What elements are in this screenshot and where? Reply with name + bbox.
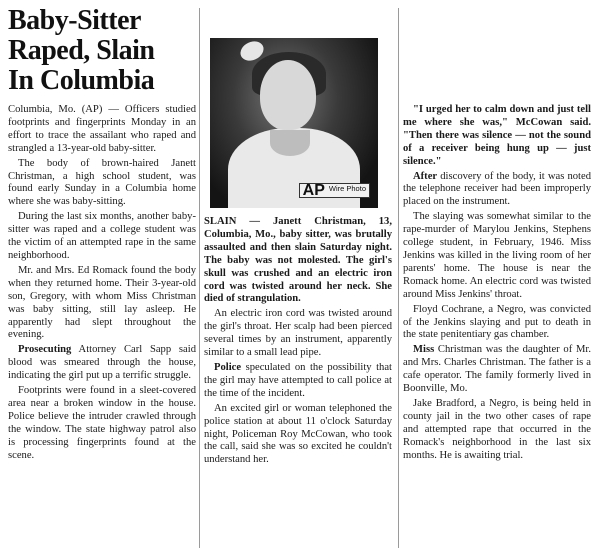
- paragraph-text: The slaying was somewhat similar to the rape-murder of Marylou Jenkins, Stephens college student, in February, 1946. Miss Jenkins was killed in the living room of her parents' home. The house is near the Romack home. An electric cord was twisted around Miss Jenkins' throat.: [403, 211, 591, 300]
- paragraph-lead: After: [413, 170, 438, 182]
- paragraph-text: speculated on the possibility that the girl may have attempted to call police at the time of the incident.: [204, 361, 392, 399]
- ap-wirephoto-badge: AP Wire Photo: [299, 183, 370, 198]
- paragraph-text: Christman was the daughter of Mr. and Mrs. Charles Christman. The father is a cafe operator. The family formerly lived in Boonville, Mo.: [403, 344, 591, 395]
- paragraph-text: During the last six months, another baby-sitter was raped and a college student was the victim of an attempted rape in the same neighborhood.: [8, 211, 196, 261]
- paragraph: [204, 403, 392, 468]
- paragraph-lead: Prosecuting: [18, 344, 72, 356]
- paragraph-text: An electric iron cord was twisted around the girl's throat. Her scalp had been pierced several times by an instrument, apparently similar to a small lead pipe.: [204, 308, 392, 359]
- column-3: [403, 0, 591, 464]
- paragraph: [403, 104, 591, 169]
- column-rule-1: [199, 8, 200, 548]
- paragraph-text: Attorney Carl Sapp said blood was smeared through the house, indicating the girl put up a terrific struggle.: [8, 344, 196, 382]
- column-3-body: [403, 104, 591, 462]
- paragraph: [8, 211, 196, 263]
- headline: [8, 6, 196, 96]
- caption-text: SLAIN — Janett Christman, 13, Columbia, Mo., baby sitter, was brutally assaulted and then slain Saturday night. The baby was not molested. The girl's skull was crushed and an electric iron cord was twisted around her neck. She died of strangulation.: [204, 216, 392, 305]
- paragraph: [8, 104, 196, 156]
- paragraph: [403, 171, 591, 210]
- photo-caption: [204, 216, 392, 306]
- paragraph-text: Footprints were found in a sleet-covered area near a broken window in the house. Police believe the intruder crawled through the window. The state highway patrol also is processing fingerprints found at the scene.: [8, 385, 196, 461]
- paragraph: [8, 344, 196, 383]
- headline-line-3: In Columbia: [8, 65, 155, 96]
- column-1-body: [8, 104, 196, 462]
- headline-line-2: Raped, Slain: [8, 35, 155, 66]
- paragraph: [8, 158, 196, 210]
- paragraph: [403, 304, 591, 343]
- paragraph-text: Columbia, Mo. (AP) — Officers studied footprints and fingerprints Monday in an effort to trace the assailant who raped and strangled a 13-year-old baby-sitter.: [8, 104, 196, 154]
- paragraph: [204, 308, 392, 360]
- paragraph-text: "I urged her to calm down and just tell me where she was," McCowan said. "Then there was silence — not the sound of a receiver being hung up — just silence.": [403, 104, 591, 167]
- paragraph-text: Jake Bradford, a Negro, is being held in county jail in the two other cases of rape and attempted rape that occurred in the Romack's neighborhood in the last six months. He is awaiting trial.: [403, 397, 591, 461]
- paragraph-lead: Miss: [413, 344, 435, 356]
- paragraph: [8, 265, 196, 342]
- paragraph: [204, 362, 392, 401]
- photo-figure-head: [260, 60, 316, 130]
- paragraph: [8, 385, 196, 462]
- column-2-body: [204, 308, 392, 467]
- paragraph: [403, 211, 591, 301]
- column-1: [8, 0, 196, 464]
- news-photo: [210, 38, 378, 208]
- paragraph-text: Floyd Cochrane, a Negro, was convicted of the Jenkins slaying and put to death in the state penitentiary gas chamber.: [403, 303, 591, 341]
- paragraph-text: discovery of the body, it was noted the telephone receiver had been improperly placed on the instrument.: [403, 170, 591, 208]
- paragraph-text: Mr. and Mrs. Ed Romack found the body when they returned home. Their 3-year-old son, Gregory, with whom Miss Christman was baby sitting, still lay asleep. He apparently had slept throughout the evening.: [8, 264, 196, 341]
- paragraph-text: An excited girl or woman telephoned the police station at about 11 o'clock Saturday night, Policeman Roy McCowan, who took the call, said she was so excited he couldn't understand her.: [204, 402, 392, 466]
- headline-line-1: Baby-Sitter: [8, 5, 141, 36]
- column-rule-2: [398, 8, 399, 548]
- paragraph-lead: Police: [214, 361, 242, 373]
- column-2: [204, 0, 392, 469]
- paragraph-text: The body of brown-haired Janett Christman, a high school student, was found early Sunday in a Columbia home where she was baby-sitting.: [8, 157, 196, 208]
- paragraph: [403, 398, 591, 463]
- paragraph: [403, 344, 591, 396]
